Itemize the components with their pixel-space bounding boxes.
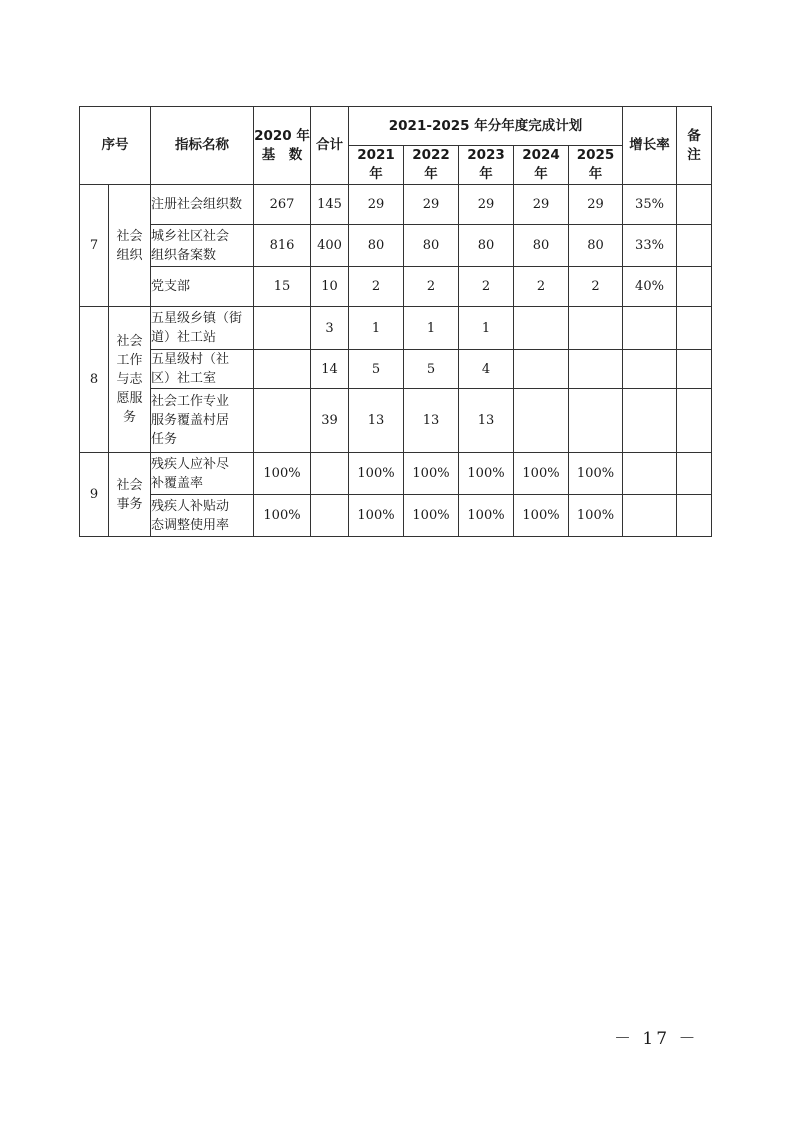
seq-cell: 9 <box>80 453 109 537</box>
growth-cell <box>623 453 677 495</box>
header-row <box>80 107 712 146</box>
base-cell <box>254 389 311 453</box>
year-value-cell: 29 <box>459 185 514 225</box>
header-year: 2021 年 <box>349 146 404 185</box>
total-cell: 10 <box>311 267 349 307</box>
category-line: 工作 <box>116 353 143 368</box>
indicator-name-line: 五星级村（社 <box>151 352 230 367</box>
year-value-cell: 13 <box>349 389 404 453</box>
year-value-cell: 1 <box>404 307 459 350</box>
total-cell: 3 <box>311 307 349 350</box>
table-row <box>80 307 712 350</box>
plan-body <box>80 185 712 537</box>
year-value-cell: 80 <box>404 225 459 267</box>
indicator-name-line: 残疾人补贴动 <box>151 498 230 514</box>
remark-cell <box>677 267 712 307</box>
year-value-cell <box>514 350 569 389</box>
header-remark-line1: 备 <box>687 127 701 144</box>
indicator-name-cell <box>151 389 254 453</box>
total-cell: 400 <box>311 225 349 267</box>
category-line: 社会 <box>116 477 143 493</box>
year-value-cell: 100% <box>349 495 404 537</box>
table-row <box>80 495 712 537</box>
indicator-name-line: 补覆盖率 <box>151 475 204 491</box>
year-value-cell: 2 <box>514 267 569 307</box>
indicator-name-line: 残疾人应补尽 <box>151 456 230 472</box>
year-value-cell <box>569 307 623 350</box>
year-value-cell <box>514 307 569 350</box>
growth-cell: 40% <box>623 267 677 307</box>
indicator-name-cell <box>151 307 254 350</box>
category-line: 组织 <box>116 247 143 263</box>
indicator-name-line: 党支部 <box>151 279 191 294</box>
page-number: － 17 － <box>614 1029 699 1049</box>
header-year: 2024 年 <box>514 146 569 185</box>
indicator-name-cell <box>151 267 254 307</box>
growth-cell: 33% <box>623 225 677 267</box>
year-value-cell <box>514 389 569 453</box>
indicator-name-line: 组织备案数 <box>151 247 217 263</box>
category-cell <box>109 453 151 537</box>
base-cell: 267 <box>254 185 311 225</box>
header-base <box>254 107 311 185</box>
category-line: 社会 <box>116 228 143 244</box>
remark-cell <box>677 307 712 350</box>
base-cell <box>254 350 311 389</box>
remark-cell <box>677 495 712 537</box>
indicator-name-line: 五星级乡镇（街 <box>151 311 243 326</box>
table-row <box>80 389 712 453</box>
base-cell: 15 <box>254 267 311 307</box>
year-value-cell: 100% <box>404 495 459 537</box>
year-value-cell: 1 <box>459 307 514 350</box>
indicator-name-line: 社会工作专业 <box>151 394 230 409</box>
category-cell <box>109 185 151 307</box>
growth-cell <box>623 495 677 537</box>
remark-cell <box>677 185 712 225</box>
year-value-cell: 2 <box>569 267 623 307</box>
header-total: 合计 <box>311 107 349 185</box>
year-value-cell: 13 <box>404 389 459 453</box>
header-remark-line2: 注 <box>687 146 701 163</box>
indicator-name-cell <box>151 453 254 495</box>
indicator-name-cell <box>151 225 254 267</box>
remark-cell <box>677 350 712 389</box>
total-cell: 14 <box>311 350 349 389</box>
category-line: 与志 <box>116 372 143 387</box>
indicator-name-cell <box>151 495 254 537</box>
year-value-cell: 29 <box>349 185 404 225</box>
year-value-cell: 100% <box>514 453 569 495</box>
header-plan: 2021-2025 年分年度完成计划 <box>349 107 623 146</box>
category-cell <box>109 307 151 453</box>
header-year: 2022 年 <box>404 146 459 185</box>
growth-cell: 35% <box>623 185 677 225</box>
year-value-cell: 2 <box>349 267 404 307</box>
remark-cell <box>677 225 712 267</box>
base-cell: 100% <box>254 495 311 537</box>
year-value-cell: 80 <box>459 225 514 267</box>
header-growth: 增长率 <box>623 107 677 185</box>
year-value-cell: 80 <box>569 225 623 267</box>
year-value-cell: 100% <box>404 453 459 495</box>
indicator-name-line: 城乡社区社会 <box>151 228 230 244</box>
growth-cell <box>623 307 677 350</box>
header-year: 2023 年 <box>459 146 514 185</box>
year-value-cell: 100% <box>459 495 514 537</box>
header-year: 2025 年 <box>569 146 623 185</box>
year-value-cell: 100% <box>349 453 404 495</box>
year-value-cell: 80 <box>349 225 404 267</box>
indicator-name-line: 道）社工站 <box>151 330 217 345</box>
table-row <box>80 453 712 495</box>
growth-cell <box>623 350 677 389</box>
total-cell: 145 <box>311 185 349 225</box>
header-seq: 序号 <box>80 107 151 185</box>
base-cell: 100% <box>254 453 311 495</box>
remark-cell <box>677 389 712 453</box>
total-cell <box>311 453 349 495</box>
growth-cell <box>623 389 677 453</box>
seq-cell: 8 <box>80 307 109 453</box>
indicator-name-cell <box>151 350 254 389</box>
year-value-cell: 29 <box>404 185 459 225</box>
base-cell: 816 <box>254 225 311 267</box>
year-value-cell: 29 <box>514 185 569 225</box>
remark-cell <box>677 453 712 495</box>
category-line: 事务 <box>116 496 143 512</box>
year-value-cell: 80 <box>514 225 569 267</box>
seq-cell: 7 <box>80 185 109 307</box>
year-value-cell: 2 <box>404 267 459 307</box>
table-row <box>80 267 712 307</box>
header-base-line2: 基 数 <box>261 146 303 163</box>
year-value-cell: 1 <box>349 307 404 350</box>
year-value-cell: 4 <box>459 350 514 389</box>
indicator-name-line: 注册社会组织数 <box>151 197 243 212</box>
total-cell: 39 <box>311 389 349 453</box>
year-value-cell: 13 <box>459 389 514 453</box>
year-value-cell: 5 <box>404 350 459 389</box>
header-indicator: 指标名称 <box>151 107 254 185</box>
year-value-cell <box>569 389 623 453</box>
total-cell <box>311 495 349 537</box>
indicator-name-line: 任务 <box>151 432 178 447</box>
year-value-cell: 100% <box>459 453 514 495</box>
header-base-line1: 2020 年 <box>254 127 310 144</box>
year-value-cell: 29 <box>569 185 623 225</box>
table-row <box>80 225 712 267</box>
year-value-cell: 100% <box>569 495 623 537</box>
year-value-cell: 5 <box>349 350 404 389</box>
year-value-cell <box>569 350 623 389</box>
year-value-cell: 2 <box>459 267 514 307</box>
category-line: 愿服 <box>116 391 143 406</box>
year-value-cell: 100% <box>569 453 623 495</box>
table-row <box>80 185 712 225</box>
indicator-name-cell <box>151 185 254 225</box>
table-row <box>80 350 712 389</box>
base-cell <box>254 307 311 350</box>
indicator-name-line: 服务覆盖村居 <box>151 413 230 428</box>
indicator-name-line: 区）社工室 <box>151 371 217 386</box>
category-line: 务 <box>122 410 136 425</box>
indicator-name-line: 态调整使用率 <box>151 517 230 533</box>
plan-table <box>79 106 712 537</box>
year-value-cell: 100% <box>514 495 569 537</box>
category-line: 社会 <box>116 334 143 349</box>
header-remark <box>677 107 712 185</box>
